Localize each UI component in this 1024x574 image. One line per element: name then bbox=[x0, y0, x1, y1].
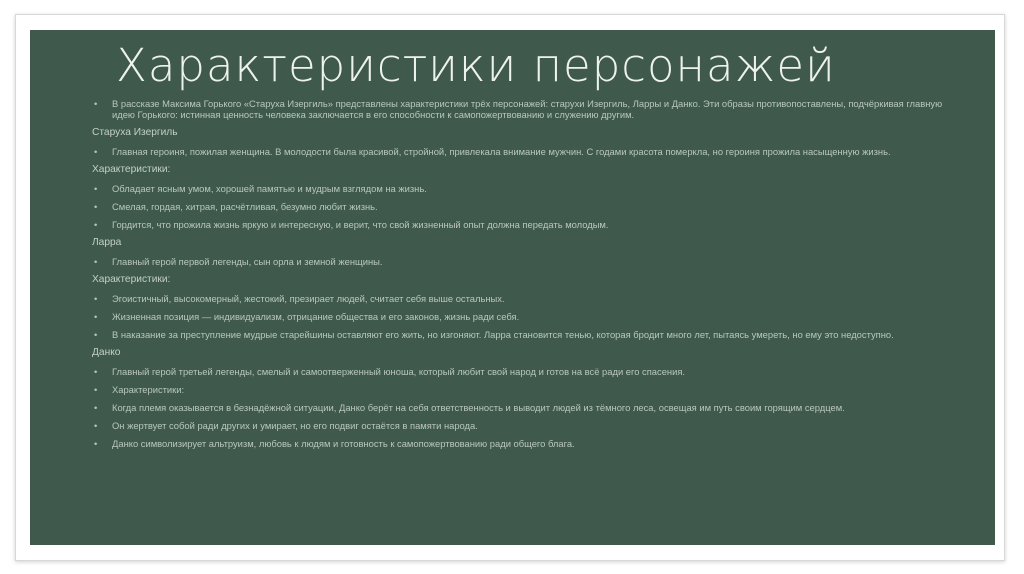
bullet-dot: • bbox=[94, 183, 98, 194]
slide-content bbox=[92, 98, 957, 456]
bullet-text: Характеристики: bbox=[112, 384, 185, 395]
bullet-text: В наказание за преступление мудрые старейшины оставляют его жить, но изгоняют. Ларра становится тенью, которая бродит много лет, пытаясь умереть, но ему это недоступно. bbox=[112, 329, 894, 340]
bullet-item bbox=[92, 201, 957, 212]
bullet-item bbox=[92, 146, 957, 157]
bullet-text: Смелая, гордая, хитрая, расчётливая, безумно любит жизнь. bbox=[112, 201, 378, 212]
section-heading: Данко bbox=[92, 347, 121, 358]
bullet-text: Главный герой первой легенды, сын орла и земной женщины. bbox=[112, 256, 383, 267]
section-heading: Старуха Изергиль bbox=[92, 127, 178, 138]
bullet-text: В рассказе Максима Горького «Старуха Изергиль» представлены характеристики трёх персонажей: старухи Изергиль, Ларры и Данко. Эти образы противопоставлены, подчёркивая главную идею Горького: истинная ценность человека заключается в его способности к самопожертвованию и служению другим. bbox=[112, 98, 943, 120]
bullet-dot: • bbox=[94, 256, 98, 267]
section-heading: Ларра bbox=[92, 237, 122, 248]
bullet-item bbox=[92, 438, 957, 449]
bullet-dot: • bbox=[94, 98, 98, 109]
bullet-text: Данко символизирует альтруизм, любовь к людям и готовность к самопожертвованию ради общего блага. bbox=[112, 438, 575, 449]
bullet-text: Он жертвует собой ради других и умирает, но его подвиг остаётся в памяти народа. bbox=[112, 420, 478, 431]
section-heading: Характеристики: bbox=[92, 164, 171, 175]
bullet-text: Гордится, что прожила жизнь яркую и интересную, и верит, что свой жизненный опыт должна передать молодым. bbox=[112, 219, 609, 230]
bullet-dot: • bbox=[94, 420, 98, 431]
bullet-item bbox=[92, 329, 957, 340]
bullet-item bbox=[92, 98, 957, 120]
bullet-item bbox=[92, 420, 957, 431]
bullet-item bbox=[92, 366, 957, 377]
bullet-dot: • bbox=[94, 402, 98, 413]
bullet-dot: • bbox=[94, 329, 98, 340]
bullet-dot: • bbox=[94, 384, 98, 395]
section-heading: Характеристики: bbox=[92, 274, 171, 285]
bullet-item bbox=[92, 384, 957, 395]
bullet-text: Эгоистичный, высокомерный, жестокий, презирает людей, считает себя выше остальных. bbox=[112, 293, 505, 304]
bullet-text: Главная героиня, пожилая женщина. В молодости была красивой, стройной, привлекала внимание мужчин. С годами красота померкла, но героиня прожила насыщенную жизнь. bbox=[112, 146, 891, 157]
bullet-dot: • bbox=[94, 366, 98, 377]
bullet-dot: • bbox=[94, 201, 98, 212]
bullet-dot: • bbox=[94, 146, 98, 157]
bullet-item bbox=[92, 402, 957, 413]
bullet-dot: • bbox=[94, 219, 98, 230]
bullet-item bbox=[92, 311, 957, 322]
slide-title: Характеристики персонажей bbox=[116, 39, 836, 92]
slide bbox=[30, 30, 995, 545]
bullet-item bbox=[92, 293, 957, 304]
bullet-dot: • bbox=[94, 311, 98, 322]
bullet-dot: • bbox=[94, 438, 98, 449]
bullet-item bbox=[92, 256, 957, 267]
bullet-item bbox=[92, 219, 957, 230]
bullet-item bbox=[92, 183, 957, 194]
bullet-text: Обладает ясным умом, хорошей памятью и мудрым взглядом на жизнь. bbox=[112, 183, 427, 194]
bullet-text: Жизненная позиция — индивидуализм, отрицание общества и его законов, жизнь ради себя. bbox=[112, 311, 520, 322]
bullet-text: Главный герой третьей легенды, смелый и самоотверженный юноша, который любит свой народ и готов на всё ради его спасения. bbox=[112, 366, 686, 377]
bullet-dot: • bbox=[94, 293, 98, 304]
bullet-text: Когда племя оказывается в безнадёжной ситуации, Данко берёт на себя ответственность и выводит людей из тёмного леса, освещая им путь своим горящим сердцем. bbox=[112, 402, 845, 413]
